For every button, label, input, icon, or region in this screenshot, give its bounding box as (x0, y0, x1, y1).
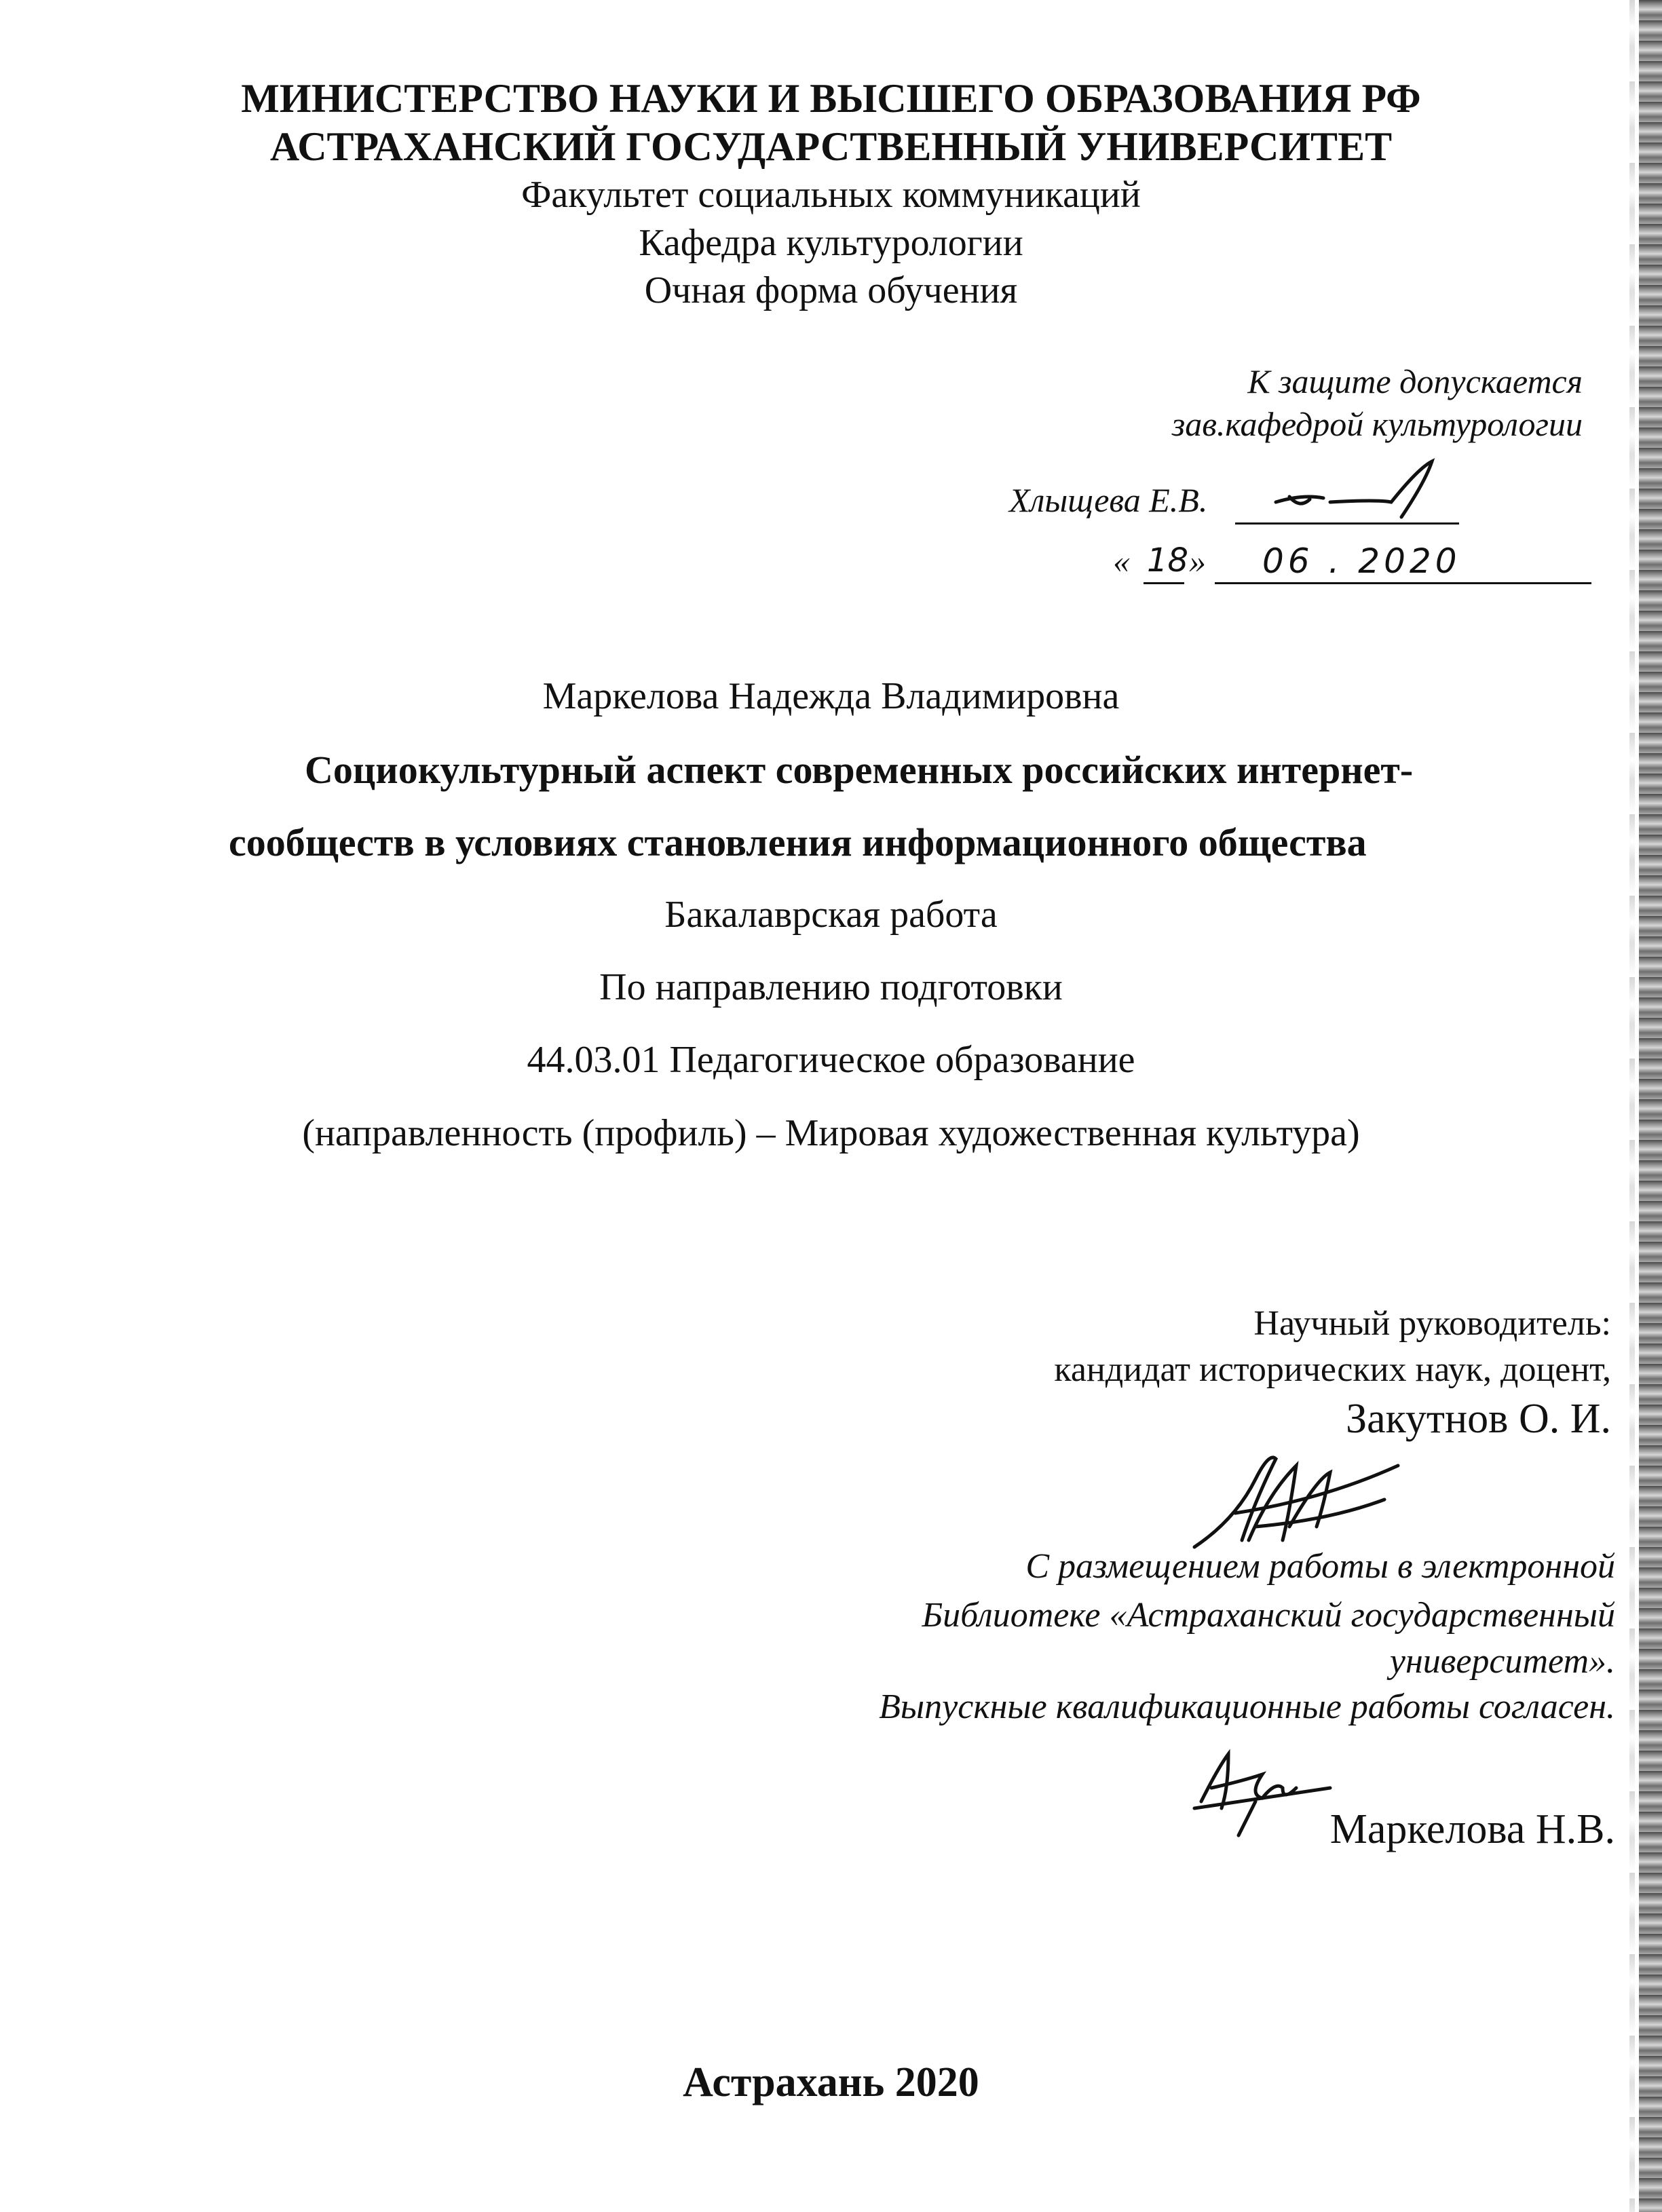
supervisor-degree: кандидат исторических наук, доцент, (1054, 1350, 1611, 1389)
direction-label: По направлению подготовки (599, 966, 1063, 1008)
student-name: Маркелова Н.В. (1329, 1806, 1615, 1852)
city-year: Астрахань 2020 (683, 2059, 979, 2105)
head-signature (1262, 455, 1466, 529)
consent-line-1: С размещением работы в электронной (1025, 1547, 1615, 1586)
direction-code: 44.03.01 Педагогическое образование (527, 1039, 1135, 1081)
author-name: Маркелова Надежда Владимировна (542, 675, 1120, 717)
approval-line-2: зав.кафедрой культурологии (1171, 405, 1583, 443)
department-line: Кафедра культурологии (639, 222, 1023, 264)
supervisor-signature (1154, 1438, 1425, 1554)
ministry-heading: МИНИСТЕРСТВО НАУКИ И ВЫСШЕГО ОБРАЗОВАНИЯ РФ (241, 76, 1421, 121)
study-form-line: Очная форма обучения (644, 269, 1018, 311)
supervisor-label: Научный руководитель: (1253, 1304, 1611, 1343)
date-month-year: 06 . 2020 (1262, 541, 1461, 581)
consent-line-3: университет». (1389, 1642, 1615, 1681)
date-close-quote: » (1189, 542, 1206, 580)
work-type: Бакалаврская работа (664, 894, 998, 936)
date-underline (1215, 582, 1591, 584)
consent-line-2: Библиотеке «Астраханский государственный (922, 1596, 1615, 1635)
profile-line: (направленность (профиль) – Мировая художественная культура) (302, 1112, 1360, 1154)
date-day-underline (1144, 582, 1184, 584)
scan-edge-shadow (1629, 0, 1635, 2212)
scan-edge (1639, 0, 1662, 2212)
work-title-line-2: сообществ в условиях становления информационного общества (229, 820, 1367, 864)
student-signature (1181, 1740, 1344, 1842)
supervisor-name: Закутнов О. И. (1346, 1396, 1611, 1442)
head-of-department-name: Хлыщева Е.В. (1009, 481, 1208, 519)
date-open-quote: « (1113, 542, 1130, 580)
approval-line-1: К защите допускается (1247, 362, 1583, 400)
date-day: 18 (1147, 541, 1189, 579)
work-title-line-1: Социокультурный аспект современных российских интернет- (305, 748, 1414, 792)
university-heading: АСТРАХАНСКИЙ ГОСУДАРСТВЕННЫЙ УНИВЕРСИТЕТ (269, 124, 1393, 169)
faculty-line: Факультет социальных коммуникаций (521, 174, 1141, 216)
consent-line-4: Выпускные квалификационные работы согласен. (879, 1687, 1615, 1726)
